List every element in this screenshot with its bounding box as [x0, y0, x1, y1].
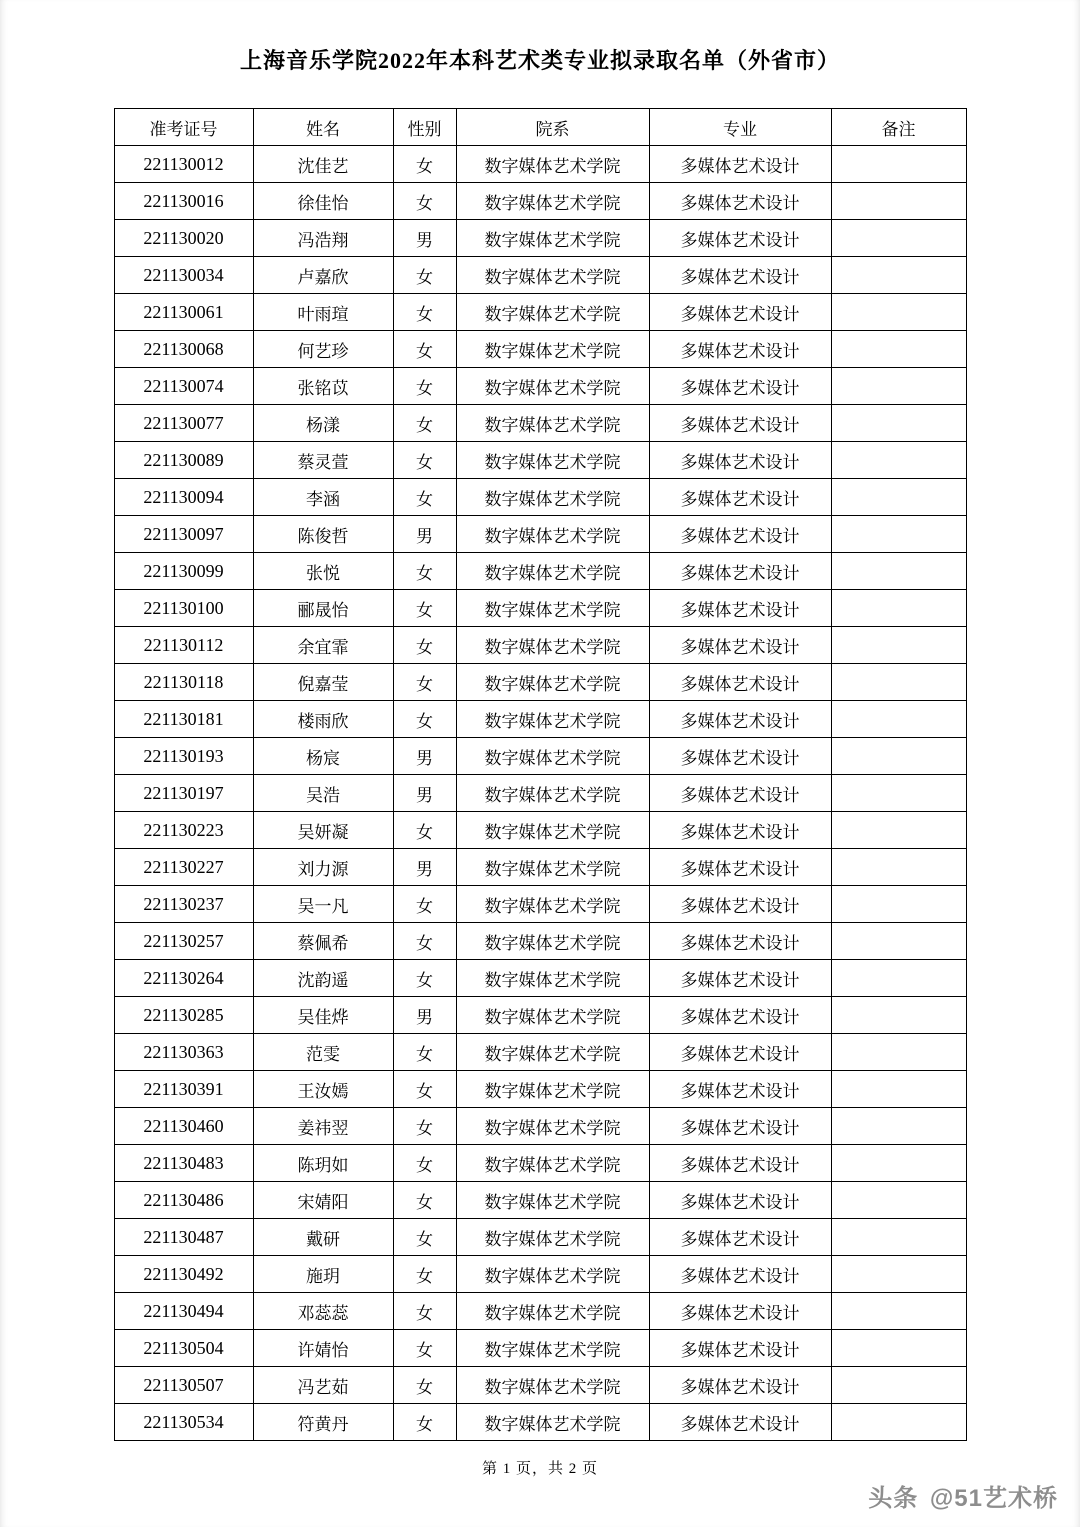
cell-department: 数字媒体艺术学院: [456, 1219, 649, 1256]
cell-department: 数字媒体艺术学院: [456, 923, 649, 960]
cell-department: 数字媒体艺术学院: [456, 1330, 649, 1367]
cell-exam-id: 221130094: [114, 479, 253, 516]
cell-major: 多媒体艺术设计: [649, 849, 831, 886]
cell-gender: 女: [393, 923, 456, 960]
table-head: [114, 109, 966, 146]
cell-exam-id: 221130460: [114, 1108, 253, 1145]
cell-exam-id: 221130507: [114, 1367, 253, 1404]
table-row: [114, 960, 966, 997]
cell-major: 多媒体艺术设计: [649, 1330, 831, 1367]
cell-name: 张悦: [253, 553, 393, 590]
cell-remark: [831, 1404, 966, 1441]
cell-name: 邓蕊蕊: [253, 1293, 393, 1330]
cell-gender: 女: [393, 257, 456, 294]
cell-major: 多媒体艺术设计: [649, 1108, 831, 1145]
cell-name: 吴佳烨: [253, 997, 393, 1034]
column-header-department: 院系: [456, 109, 649, 146]
cell-exam-id: 221130016: [114, 183, 253, 220]
cell-gender: 女: [393, 886, 456, 923]
cell-name: 卢嘉欣: [253, 257, 393, 294]
cell-department: 数字媒体艺术学院: [456, 442, 649, 479]
table-row: [114, 516, 966, 553]
cell-remark: [831, 442, 966, 479]
cell-gender: 女: [393, 1145, 456, 1182]
cell-remark: [831, 997, 966, 1034]
table-row: [114, 1034, 966, 1071]
table-row: [114, 1404, 966, 1441]
column-header-major: 专业: [649, 109, 831, 146]
cell-exam-id: 221130227: [114, 849, 253, 886]
watermark-logo: 头条: [868, 1485, 919, 1512]
cell-gender: 男: [393, 738, 456, 775]
cell-gender: 男: [393, 849, 456, 886]
cell-exam-id: 221130391: [114, 1071, 253, 1108]
cell-name: 符黄丹: [253, 1404, 393, 1441]
cell-remark: [831, 1182, 966, 1219]
table-row: [114, 220, 966, 257]
cell-gender: 女: [393, 664, 456, 701]
cell-department: 数字媒体艺术学院: [456, 405, 649, 442]
cell-name: 施玥: [253, 1256, 393, 1293]
cell-major: 多媒体艺术设计: [649, 664, 831, 701]
cell-department: 数字媒体艺术学院: [456, 553, 649, 590]
cell-department: 数字媒体艺术学院: [456, 1256, 649, 1293]
cell-exam-id: 221130089: [114, 442, 253, 479]
cell-exam-id: 221130223: [114, 812, 253, 849]
table-row: [114, 331, 966, 368]
page-title: 上海音乐学院2022年本科艺术类专业拟录取名单（外省市）: [239, 48, 840, 73]
cell-major: 多媒体艺术设计: [649, 1071, 831, 1108]
cell-major: 多媒体艺术设计: [649, 960, 831, 997]
column-header-exam-id: 准考证号: [114, 109, 253, 146]
cell-remark: [831, 331, 966, 368]
cell-name: 范雯: [253, 1034, 393, 1071]
cell-major: 多媒体艺术设计: [649, 220, 831, 257]
cell-remark: [831, 849, 966, 886]
cell-department: 数字媒体艺术学院: [456, 220, 649, 257]
cell-gender: 男: [393, 220, 456, 257]
cell-department: 数字媒体艺术学院: [456, 294, 649, 331]
table-row: [114, 664, 966, 701]
cell-gender: 女: [393, 960, 456, 997]
cell-name: 蔡灵萱: [253, 442, 393, 479]
cell-remark: [831, 738, 966, 775]
cell-gender: 女: [393, 1367, 456, 1404]
table-row: [114, 1108, 966, 1145]
cell-gender: 女: [393, 1404, 456, 1441]
table-row: [114, 812, 966, 849]
cell-department: 数字媒体艺术学院: [456, 1404, 649, 1441]
cell-remark: [831, 516, 966, 553]
cell-name: 徐佳怡: [253, 183, 393, 220]
cell-department: 数字媒体艺术学院: [456, 997, 649, 1034]
cell-name: 郦晟怡: [253, 590, 393, 627]
cell-department: 数字媒体艺术学院: [456, 1293, 649, 1330]
cell-remark: [831, 1293, 966, 1330]
table-row: [114, 590, 966, 627]
cell-name: 沈韵遥: [253, 960, 393, 997]
cell-remark: [831, 146, 966, 183]
table-row: [114, 1071, 966, 1108]
cell-remark: [831, 590, 966, 627]
cell-remark: [831, 479, 966, 516]
cell-exam-id: 221130257: [114, 923, 253, 960]
cell-major: 多媒体艺术设计: [649, 1145, 831, 1182]
cell-name: 吴妍凝: [253, 812, 393, 849]
cell-major: 多媒体艺术设计: [649, 627, 831, 664]
cell-major: 多媒体艺术设计: [649, 516, 831, 553]
cell-exam-id: 221130487: [114, 1219, 253, 1256]
cell-department: 数字媒体艺术学院: [456, 1145, 649, 1182]
cell-major: 多媒体艺术设计: [649, 183, 831, 220]
cell-remark: [831, 812, 966, 849]
cell-department: 数字媒体艺术学院: [456, 516, 649, 553]
table-row: [114, 923, 966, 960]
cell-exam-id: 221130097: [114, 516, 253, 553]
cell-remark: [831, 1367, 966, 1404]
page-number: 第 1 页，共 2 页: [481, 1461, 598, 1477]
table-row: [114, 1330, 966, 1367]
cell-name: 陈玥如: [253, 1145, 393, 1182]
cell-remark: [831, 701, 966, 738]
cell-remark: [831, 1330, 966, 1367]
table-row: [114, 627, 966, 664]
cell-gender: 女: [393, 442, 456, 479]
cell-exam-id: 221130034: [114, 257, 253, 294]
cell-gender: 女: [393, 368, 456, 405]
cell-gender: 女: [393, 1071, 456, 1108]
cell-gender: 女: [393, 701, 456, 738]
cell-major: 多媒体艺术设计: [649, 701, 831, 738]
cell-gender: 女: [393, 1108, 456, 1145]
cell-exam-id: 221130285: [114, 997, 253, 1034]
cell-major: 多媒体艺术设计: [649, 738, 831, 775]
cell-department: 数字媒体艺术学院: [456, 590, 649, 627]
cell-remark: [831, 1108, 966, 1145]
cell-department: 数字媒体艺术学院: [456, 331, 649, 368]
cell-name: 楼雨欣: [253, 701, 393, 738]
cell-major: 多媒体艺术设计: [649, 590, 831, 627]
cell-department: 数字媒体艺术学院: [456, 1367, 649, 1404]
column-header-remark: 备注: [831, 109, 966, 146]
cell-major: 多媒体艺术设计: [649, 294, 831, 331]
cell-gender: 女: [393, 331, 456, 368]
cell-department: 数字媒体艺术学院: [456, 1182, 649, 1219]
table-row: [114, 405, 966, 442]
table-row: [114, 738, 966, 775]
cell-name: 李涵: [253, 479, 393, 516]
cell-gender: 男: [393, 997, 456, 1034]
cell-gender: 女: [393, 183, 456, 220]
cell-major: 多媒体艺术设计: [649, 442, 831, 479]
cell-name: 戴研: [253, 1219, 393, 1256]
cell-department: 数字媒体艺术学院: [456, 812, 649, 849]
cell-department: 数字媒体艺术学院: [456, 368, 649, 405]
cell-major: 多媒体艺术设计: [649, 1034, 831, 1071]
cell-gender: 女: [393, 1219, 456, 1256]
table-header-row: [114, 109, 966, 146]
cell-gender: 女: [393, 405, 456, 442]
cell-exam-id: 221130363: [114, 1034, 253, 1071]
table-row: [114, 368, 966, 405]
cell-remark: [831, 886, 966, 923]
cell-remark: [831, 1256, 966, 1293]
cell-exam-id: 221130074: [114, 368, 253, 405]
cell-gender: 女: [393, 553, 456, 590]
cell-exam-id: 221130099: [114, 553, 253, 590]
cell-remark: [831, 294, 966, 331]
table-row: [114, 294, 966, 331]
cell-major: 多媒体艺术设计: [649, 1256, 831, 1293]
cell-major: 多媒体艺术设计: [649, 812, 831, 849]
cell-major: 多媒体艺术设计: [649, 146, 831, 183]
cell-major: 多媒体艺术设计: [649, 1404, 831, 1441]
cell-major: 多媒体艺术设计: [649, 886, 831, 923]
table-row: [114, 479, 966, 516]
cell-exam-id: 221130112: [114, 627, 253, 664]
table-row: [114, 1367, 966, 1404]
cell-remark: [831, 960, 966, 997]
cell-remark: [831, 405, 966, 442]
cell-gender: 女: [393, 812, 456, 849]
cell-department: 数字媒体艺术学院: [456, 257, 649, 294]
cell-gender: 女: [393, 1256, 456, 1293]
cell-name: 陈俊哲: [253, 516, 393, 553]
cell-exam-id: 221130494: [114, 1293, 253, 1330]
cell-gender: 女: [393, 1034, 456, 1071]
watermark: [868, 1478, 1058, 1513]
cell-remark: [831, 220, 966, 257]
table-row: [114, 886, 966, 923]
cell-department: 数字媒体艺术学院: [456, 886, 649, 923]
cell-major: 多媒体艺术设计: [649, 1367, 831, 1404]
table-row: [114, 701, 966, 738]
cell-exam-id: 221130483: [114, 1145, 253, 1182]
cell-name: 何艺珍: [253, 331, 393, 368]
cell-major: 多媒体艺术设计: [649, 775, 831, 812]
cell-gender: 女: [393, 294, 456, 331]
cell-exam-id: 221130504: [114, 1330, 253, 1367]
cell-remark: [831, 627, 966, 664]
cell-major: 多媒体艺术设计: [649, 553, 831, 590]
cell-department: 数字媒体艺术学院: [456, 1108, 649, 1145]
cell-major: 多媒体艺术设计: [649, 1219, 831, 1256]
cell-major: 多媒体艺术设计: [649, 331, 831, 368]
cell-remark: [831, 368, 966, 405]
table-row: [114, 1182, 966, 1219]
cell-name: 张铭苡: [253, 368, 393, 405]
cell-department: 数字媒体艺术学院: [456, 960, 649, 997]
cell-remark: [831, 775, 966, 812]
cell-major: 多媒体艺术设计: [649, 923, 831, 960]
cell-gender: 女: [393, 479, 456, 516]
cell-major: 多媒体艺术设计: [649, 405, 831, 442]
cell-exam-id: 221130077: [114, 405, 253, 442]
cell-exam-id: 221130061: [114, 294, 253, 331]
cell-name: 杨漾: [253, 405, 393, 442]
table-row: [114, 849, 966, 886]
cell-remark: [831, 923, 966, 960]
cell-exam-id: 221130237: [114, 886, 253, 923]
cell-department: 数字媒体艺术学院: [456, 738, 649, 775]
cell-name: 姜祎翌: [253, 1108, 393, 1145]
cell-department: 数字媒体艺术学院: [456, 664, 649, 701]
cell-major: 多媒体艺术设计: [649, 479, 831, 516]
column-header-name: 姓名: [253, 109, 393, 146]
cell-name: 冯艺茹: [253, 1367, 393, 1404]
table-row: [114, 442, 966, 479]
cell-department: 数字媒体艺术学院: [456, 1034, 649, 1071]
cell-major: 多媒体艺术设计: [649, 1293, 831, 1330]
cell-name: 刘力源: [253, 849, 393, 886]
table-row: [114, 1293, 966, 1330]
cell-department: 数字媒体艺术学院: [456, 479, 649, 516]
cell-exam-id: 221130193: [114, 738, 253, 775]
cell-major: 多媒体艺术设计: [649, 997, 831, 1034]
cell-name: 余宜霏: [253, 627, 393, 664]
cell-exam-id: 221130100: [114, 590, 253, 627]
table-row: [114, 553, 966, 590]
cell-name: 宋婧阳: [253, 1182, 393, 1219]
table-row: [114, 1256, 966, 1293]
cell-department: 数字媒体艺术学院: [456, 701, 649, 738]
cell-name: 蔡佩希: [253, 923, 393, 960]
table-row: [114, 775, 966, 812]
cell-name: 叶雨瑄: [253, 294, 393, 331]
cell-name: 冯浩翔: [253, 220, 393, 257]
cell-exam-id: 221130197: [114, 775, 253, 812]
cell-name: 王汝嫣: [253, 1071, 393, 1108]
cell-remark: [831, 1034, 966, 1071]
cell-remark: [831, 1071, 966, 1108]
cell-name: 沈佳艺: [253, 146, 393, 183]
cell-gender: 女: [393, 1182, 456, 1219]
cell-gender: 男: [393, 775, 456, 812]
cell-exam-id: 221130118: [114, 664, 253, 701]
cell-exam-id: 221130020: [114, 220, 253, 257]
watermark-handle: @51艺术桥: [929, 1485, 1058, 1512]
cell-department: 数字媒体艺术学院: [456, 183, 649, 220]
cell-department: 数字媒体艺术学院: [456, 1071, 649, 1108]
cell-major: 多媒体艺术设计: [649, 257, 831, 294]
admission-table: [114, 108, 967, 1441]
table-body: [114, 146, 966, 1441]
table-row: [114, 1145, 966, 1182]
cell-gender: 女: [393, 1330, 456, 1367]
cell-name: 倪嘉莹: [253, 664, 393, 701]
cell-gender: 女: [393, 590, 456, 627]
cell-gender: 女: [393, 146, 456, 183]
cell-gender: 女: [393, 1293, 456, 1330]
cell-name: 吴一凡: [253, 886, 393, 923]
cell-remark: [831, 1219, 966, 1256]
table-row: [114, 183, 966, 220]
cell-department: 数字媒体艺术学院: [456, 849, 649, 886]
cell-remark: [831, 553, 966, 590]
cell-name: 吴浩: [253, 775, 393, 812]
cell-exam-id: 221130068: [114, 331, 253, 368]
table-row: [114, 1219, 966, 1256]
cell-exam-id: 221130492: [114, 1256, 253, 1293]
cell-remark: [831, 664, 966, 701]
cell-exam-id: 221130264: [114, 960, 253, 997]
cell-gender: 女: [393, 627, 456, 664]
cell-remark: [831, 257, 966, 294]
cell-remark: [831, 1145, 966, 1182]
table-row: [114, 146, 966, 183]
cell-department: 数字媒体艺术学院: [456, 627, 649, 664]
cell-exam-id: 221130486: [114, 1182, 253, 1219]
cell-name: 杨宸: [253, 738, 393, 775]
cell-gender: 男: [393, 516, 456, 553]
cell-major: 多媒体艺术设计: [649, 1182, 831, 1219]
cell-exam-id: 221130012: [114, 146, 253, 183]
table-row: [114, 997, 966, 1034]
cell-remark: [831, 183, 966, 220]
cell-major: 多媒体艺术设计: [649, 368, 831, 405]
table-row: [114, 257, 966, 294]
cell-department: 数字媒体艺术学院: [456, 775, 649, 812]
cell-exam-id: 221130181: [114, 701, 253, 738]
column-header-gender: 性别: [393, 109, 456, 146]
cell-name: 许婧怡: [253, 1330, 393, 1367]
cell-exam-id: 221130534: [114, 1404, 253, 1441]
cell-department: 数字媒体艺术学院: [456, 146, 649, 183]
